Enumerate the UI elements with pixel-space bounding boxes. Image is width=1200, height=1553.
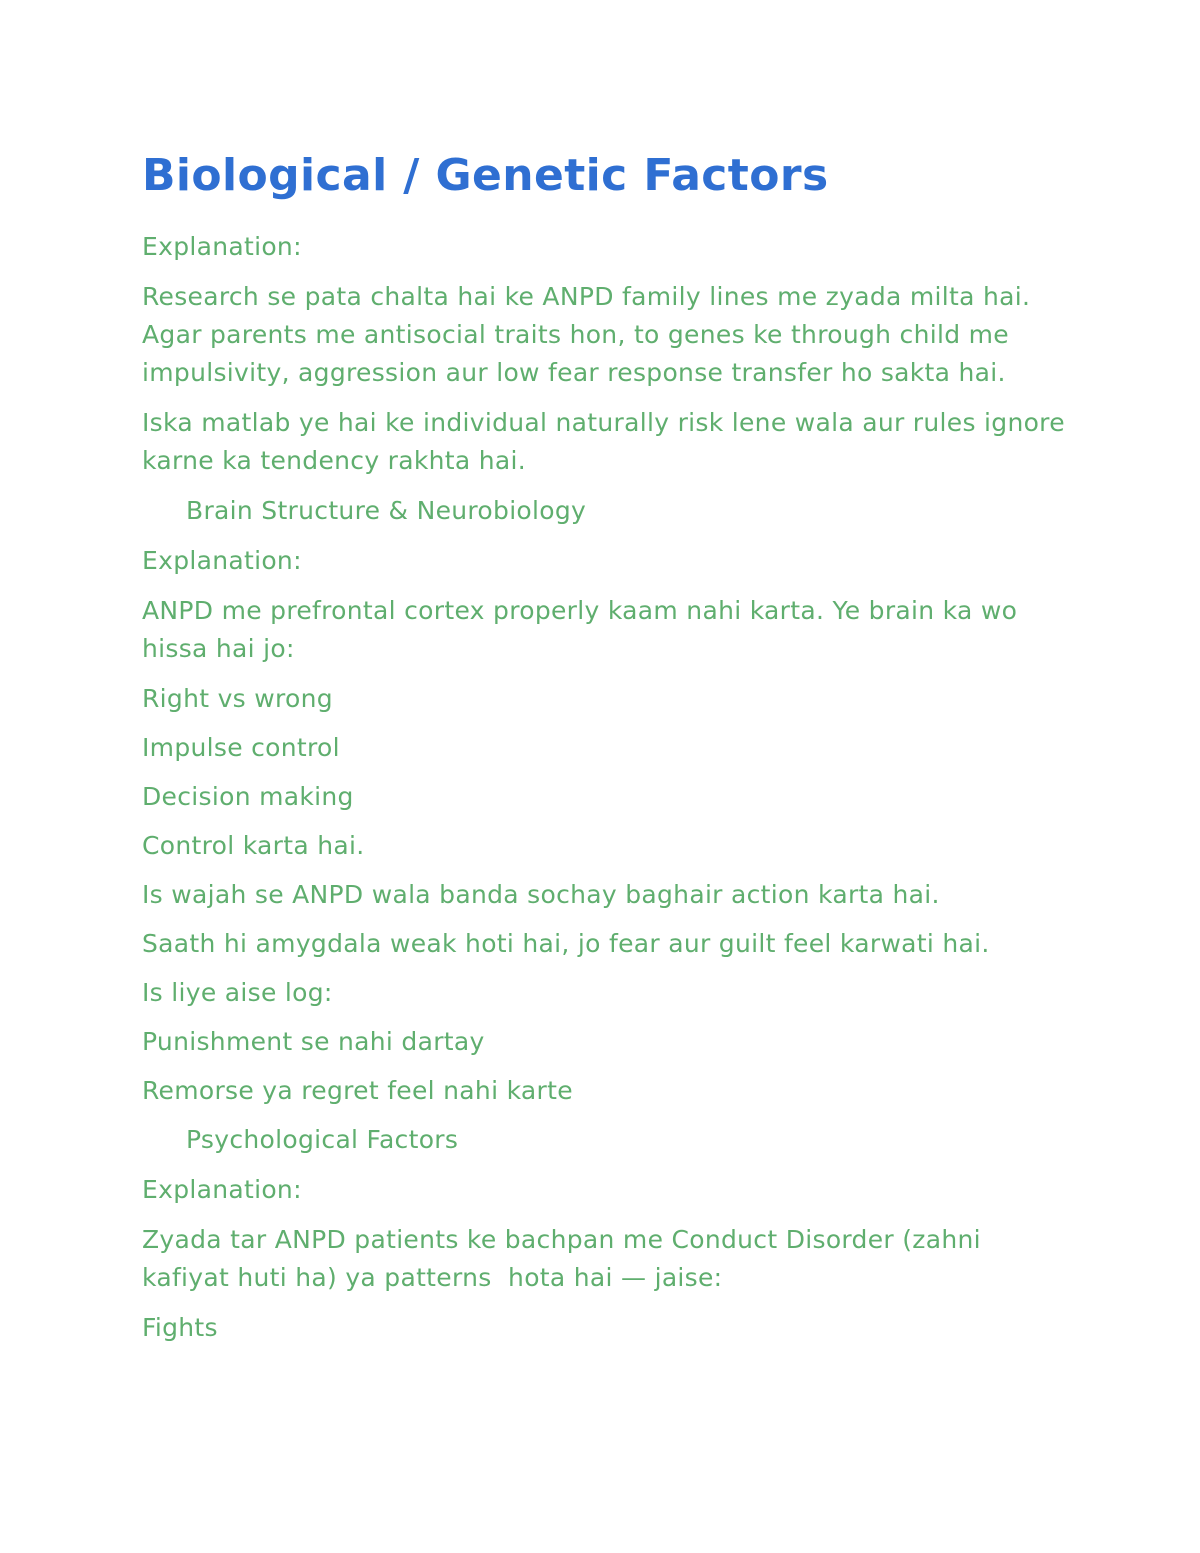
paragraph-action: Is wajah se ANPD wala banda sochay baghair action karta hai.	[142, 880, 940, 909]
list-item: Fights	[142, 1313, 218, 1342]
explanation-label: Explanation:	[142, 232, 302, 261]
section-heading-psychological: Psychological Factors	[186, 1125, 459, 1154]
document-page	[142, 148, 1072, 1359]
list-item: Right vs wrong	[142, 684, 333, 713]
paragraph-amygdala: Saath hi amygdala weak hoti hai, jo fear aur guilt feel karwati hai.	[142, 929, 990, 958]
paragraph-prefrontal: ANPD me prefrontal cortex properly kaam nahi karta. Ye brain ka wo hissa hai jo:	[142, 596, 1026, 663]
explanation-label: Explanation:	[142, 546, 302, 575]
list-item: Remorse ya regret feel nahi karte	[142, 1076, 573, 1105]
list-item: Decision making	[142, 782, 354, 811]
paragraph-control: Control karta hai.	[142, 831, 365, 860]
section-heading-brain: Brain Structure & Neurobiology	[186, 496, 587, 525]
paragraph-people: Is liye aise log:	[142, 978, 333, 1007]
paragraph-conduct-disorder: Zyada tar ANPD patients ke bachpan me Conduct Disorder (zahni kafiyat huti ha) ya patterns hota hai — jaise:	[142, 1225, 990, 1292]
paragraph-tendency: Iska matlab ye hai ke individual naturally risk lene wala aur rules ignore karne ka tendency rakhta hai.	[142, 408, 1074, 475]
list-item: Impulse control	[142, 733, 340, 762]
document-title: Biological / Genetic Factors	[142, 150, 829, 201]
list-item: Punishment se nahi dartay	[142, 1027, 485, 1056]
explanation-label: Explanation:	[142, 1175, 302, 1204]
paragraph-genetics: Research se pata chalta hai ke ANPD family lines me zyada milta hai. Agar parents me antisocial traits hon, to genes ke through child me impulsivity, aggression aur low fear response transfer ho sakta hai.	[142, 282, 1039, 387]
